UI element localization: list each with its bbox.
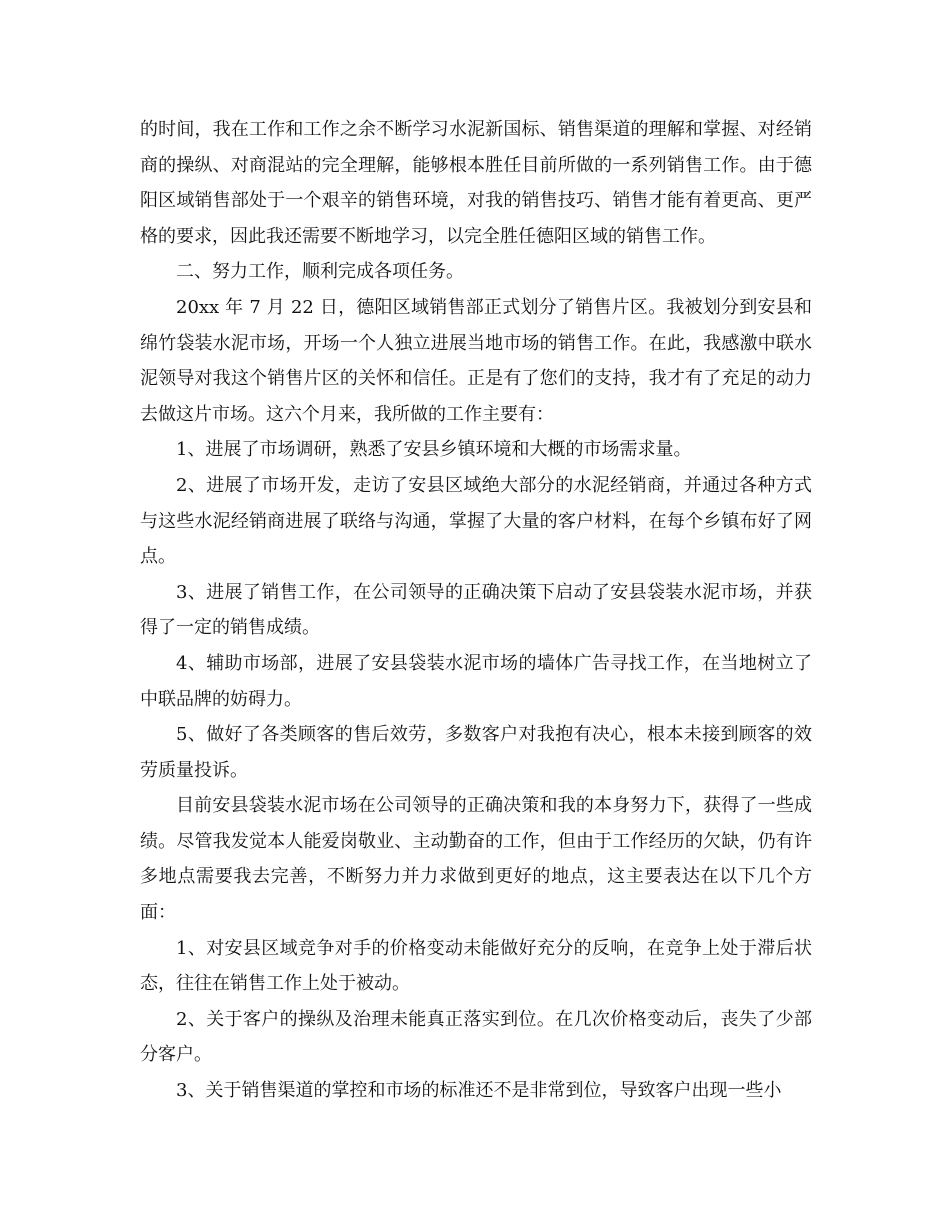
list-item: 1、对安县区域竞争对手的价格变动未能做好充分的反响，在竞争上处于滞后状态，往往在销售工作上处于被动。: [140, 937, 812, 995]
document-body: [140, 112, 812, 1109]
paragraph: 20xx 年 7 月 22 日，德阳区域销售部正式划分了销售片区。我被划分到安县和绵竹袋装水泥市场，开场一个人独立进展当地市场的销售工作。在此，我感激中联水泥领导对我这个销售片区的关怀和信任。正是有了您们的支持，我才有了充足的动力去做这片市场。这六个月来，我所做的工作主要有：: [140, 296, 812, 425]
list-item: 1、进展了市场调研，熟悉了安县乡镇环境和大概的市场需求量。: [176, 439, 692, 461]
list-item: 3、关于销售渠道的掌控和市场的标准还不是非常到位，导致客户出现一些小: [176, 1080, 782, 1102]
list-item: 2、关于客户的操纵及治理未能真正落实到位。在几次价格变动后，丧失了少部分客户。: [140, 1008, 812, 1066]
list-item: 2、进展了市场开发，走访了安县区域绝大部分的水泥经销商，并通过各种方式与这些水泥经销商进展了联络与沟通，掌握了大量的客户材料，在每个乡镇布好了网点。: [140, 474, 812, 568]
section-heading-two: 二、努力工作，顺利完成各项任务。: [176, 261, 464, 283]
list-item: 3、进展了销售工作，在公司领导的正确决策下启动了安县袋装水泥市场，并获得了一定的销售成绩。: [140, 581, 812, 639]
paragraph: 目前安县袋装水泥市场在公司领导的正确决策和我的本身努力下，获得了一些成绩。尽管我发觉本人能爱岗敬业、主动勤奋的工作，但由于工作经历的欠缺，仍有许多地点需要我去完善，不断努力并力求做到更好的地点，这主要表达在以下几个方面：: [140, 795, 812, 924]
list-item: 5、做好了各类顾客的售后效劳，多数客户对我抱有决心，根本未接到顾客的效劳质量投诉。: [140, 724, 812, 781]
list-item: 4、辅助市场部，进展了安县袋装水泥市场的墙体广告寻找工作，在当地树立了中联品牌的妨碍力。: [140, 652, 812, 710]
paragraph-continuation: 的时间，我在工作和工作之余不断学习水泥新国标、销售渠道的理解和掌握、对经销商的操纵、对商混站的完全理解，能够根本胜任目前所做的一系列销售工作。由于德阳区域销售部处于一个艰辛的销售环境，对我的销售技巧、销售才能有着更高、更严格的要求，因此我还需要不断地学习，以完全胜任德阳区域的销售工作。: [140, 119, 812, 247]
